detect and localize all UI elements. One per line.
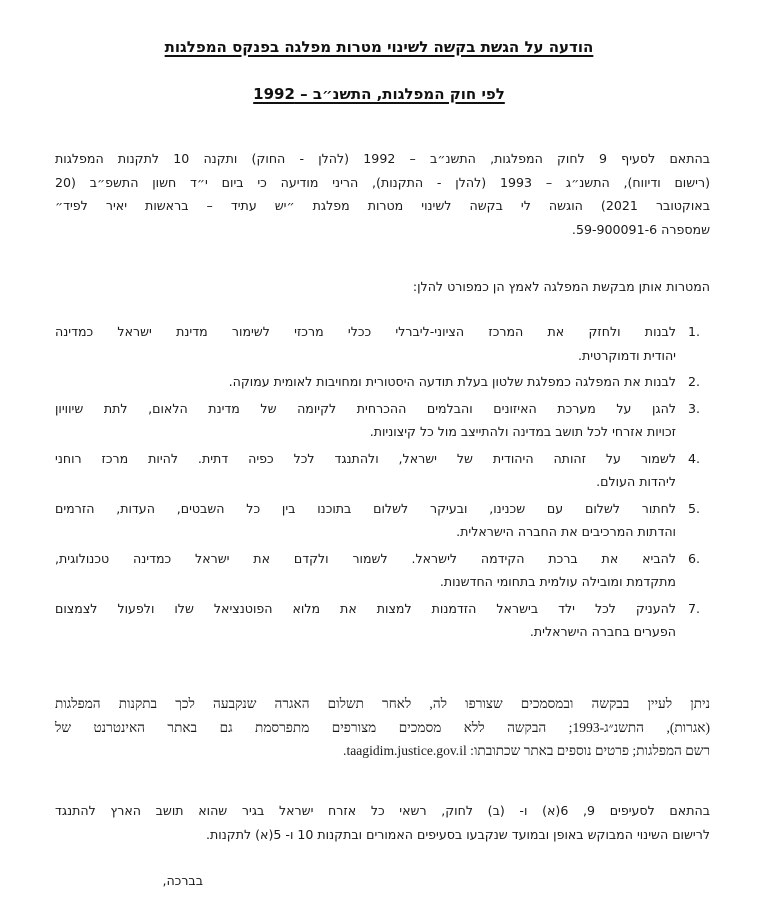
goal-item (55, 497, 710, 544)
goal-line: לבנות את המפלגה כמפלגת שלטון בעלת תודעה היסטורית ומחויבות לאומית עמוקה. (228, 374, 676, 389)
goal-number: 2. (688, 374, 701, 389)
registrar-website-link[interactable]: taagidim.justice.gov.il (346, 743, 467, 758)
goal-number: 3. (688, 400, 701, 416)
goal-number: 4. (688, 450, 701, 466)
goal-line: והדתות המרכיבים את החברה הישראלית. (456, 524, 676, 539)
inspection-line (55, 739, 710, 763)
goal-line: להגן על מערכת האיזונים והבלמים ההכרחית לקיומה של מדינת הלאום, לתת שיוויון (55, 400, 676, 416)
goals-lead-text: המטרות אותן מבקשת המפלגה לאמץ הן כמפורט להלן: (412, 279, 710, 294)
goals-list (55, 320, 710, 647)
goal-line: להביא את ברכת הקידמה לישראל. לשמור ולקדם את ישראל כמדינה טכנולוגית, (55, 550, 676, 566)
objection-line: בהתאם לסעיפים 9, 6(א) ו- (ב) לחוק, רשאי כל אזרח ישראל בגיר שהוא תושב הארץ להתנגד (55, 803, 710, 818)
objection-paragraph (55, 799, 710, 846)
goal-item (55, 547, 710, 594)
goal-item (55, 597, 710, 644)
goal-item (55, 320, 710, 367)
goal-line: לבנות ולחזק את המרכז הציוני-ליברלי ככלי מרכזי לשימור מדינת ישראל כמדינה (55, 324, 676, 339)
intro-line: שמספרה 59-900091-6. (571, 221, 710, 237)
objection-line: לרישום השינוי המבוקש באופן ובמועד שנקבעו בסעיפים האמורים ובתקנות 10 ו- 5(א) לתקנות. (206, 826, 710, 842)
goal-line: להעניק לכל ילד בישראל הזדמנות למצות את מלוא הפוטנציאל שלו ולפעול לצמצום (55, 600, 676, 616)
goal-number: 6. (688, 550, 701, 566)
goal-line: זכויות אזרחי לכל תושב במדינה ולהתייצב מול כל קיצוניות. (369, 424, 676, 439)
inspection-paragraph (55, 692, 710, 763)
signoff: בברכה, (162, 873, 203, 888)
document-title: הודעה על הגשת בקשה לשינוי מטרות מפלגה בפנקס המפלגות (164, 38, 594, 56)
goal-item (55, 370, 710, 394)
document-subtitle: לפי חוק המפלגות, התשנ״ב – 1992 (253, 85, 505, 103)
goal-line: הפערים בחברה הישראלית. (529, 624, 676, 639)
goal-number: 7. (688, 600, 701, 616)
goals-lead (55, 275, 710, 299)
goal-number: 5. (688, 500, 701, 516)
intro-line: באוקטובר 2021) הוגשה לי בקשה לשינוי מטרות מפלגת ״יש עתיד – בראשות יאיר לפיד״ (55, 198, 710, 213)
intro-line: בהתאם לסעיף 9 לחוק המפלגות, התשנ״ב – 1992 (להלן - החוק) ותקנה 10 לתקנות המפלגות (55, 151, 710, 166)
goal-line: מתקדמת ומובילה עולמית בתחומי החדשנות. (439, 574, 676, 589)
goal-item (55, 397, 710, 444)
intro-paragraph (55, 147, 710, 241)
intro-line: (רישום ודיווח), התשנ״ג – 1993 (להלן - התקנות), הריני מודיעה כי ביום י״ד חשון התשפ״ב (20 (55, 174, 710, 190)
goal-item (55, 447, 710, 494)
inspection-line-suffix: . (343, 743, 347, 758)
inspection-line: ניתן לעיין בבקשה ובמסמכים שצורפו לה, לאחר תשלום האגרה שנקבעה לכך בתקנות המפלגות (55, 696, 710, 711)
goal-line: יהודית ודמוקרטית. (577, 347, 676, 363)
inspection-line-prefix: רשם המפלגות; פרטים נוספים באתר שכתובתו: (466, 743, 710, 758)
inspection-line: (אגרות), התשנ״ג-1993; הבקשה ללא מסמכים מצורפים מתפרסמת גם באתר האינטרנט של (55, 719, 710, 735)
goal-number: 1. (688, 324, 701, 339)
goal-line: לשמור על זהותה היהודית של ישראל, ולהתנגד לכל כפיה דתית. להיות מרכז רוחני (55, 450, 676, 466)
goal-line: ליהדות העולם. (596, 474, 676, 489)
goal-line: לחתור לשלום עם שכנינו, ובעיקר לשלום בתוכנו בין כל השבטים, העדות, הזרמים (55, 500, 676, 516)
